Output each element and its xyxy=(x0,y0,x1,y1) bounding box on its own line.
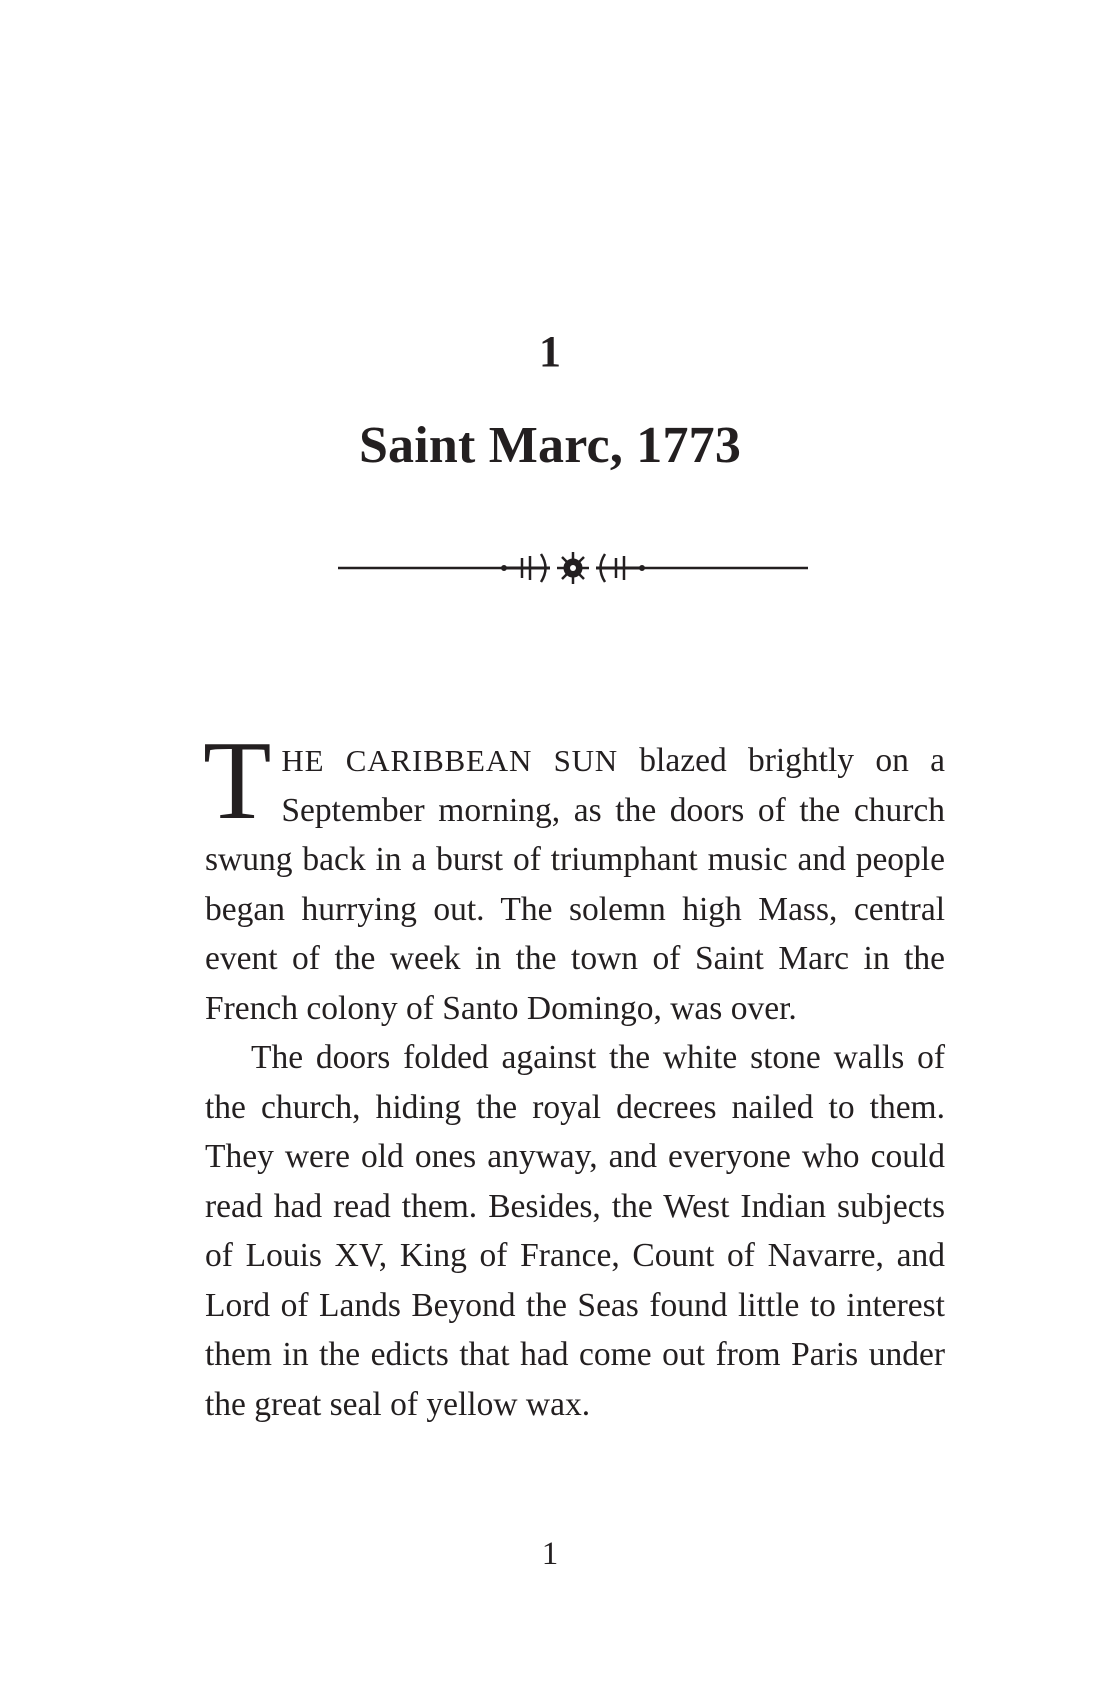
paragraph-1-text: blazed brightly on a September morning, as the doors of the church swung back in a burst of triumphant music and people began hurrying out. The solemn high Mass, central event of the week in the town of Saint Marc in the French colony of Santo Domingo, was over. xyxy=(205,742,945,1027)
paragraph-1 xyxy=(203,719,945,1033)
small-caps-lead-in: HE CARIBBEAN SUN xyxy=(281,743,618,778)
paragraph-2: The doors folded against the white stone walls of the church, hiding the royal decrees nailed to them. They were old ones anyway, and everyone who could read had read them. Besides, the West Indian subjects of Louis XV, King of France, Count of Navarre, and Lord of Lands Beyond the Seas found little to interest them in the edicts that had come out from Paris under the great seal of yellow wax. xyxy=(205,1039,945,1423)
chapter-body xyxy=(203,719,945,1429)
page-number: 1 xyxy=(541,1536,559,1572)
chapter-number: 1 xyxy=(539,327,561,376)
fleuron-rule-icon xyxy=(338,548,808,588)
chapter-title: Saint Marc, 1773 xyxy=(358,417,742,474)
drop-cap: T xyxy=(203,719,272,843)
